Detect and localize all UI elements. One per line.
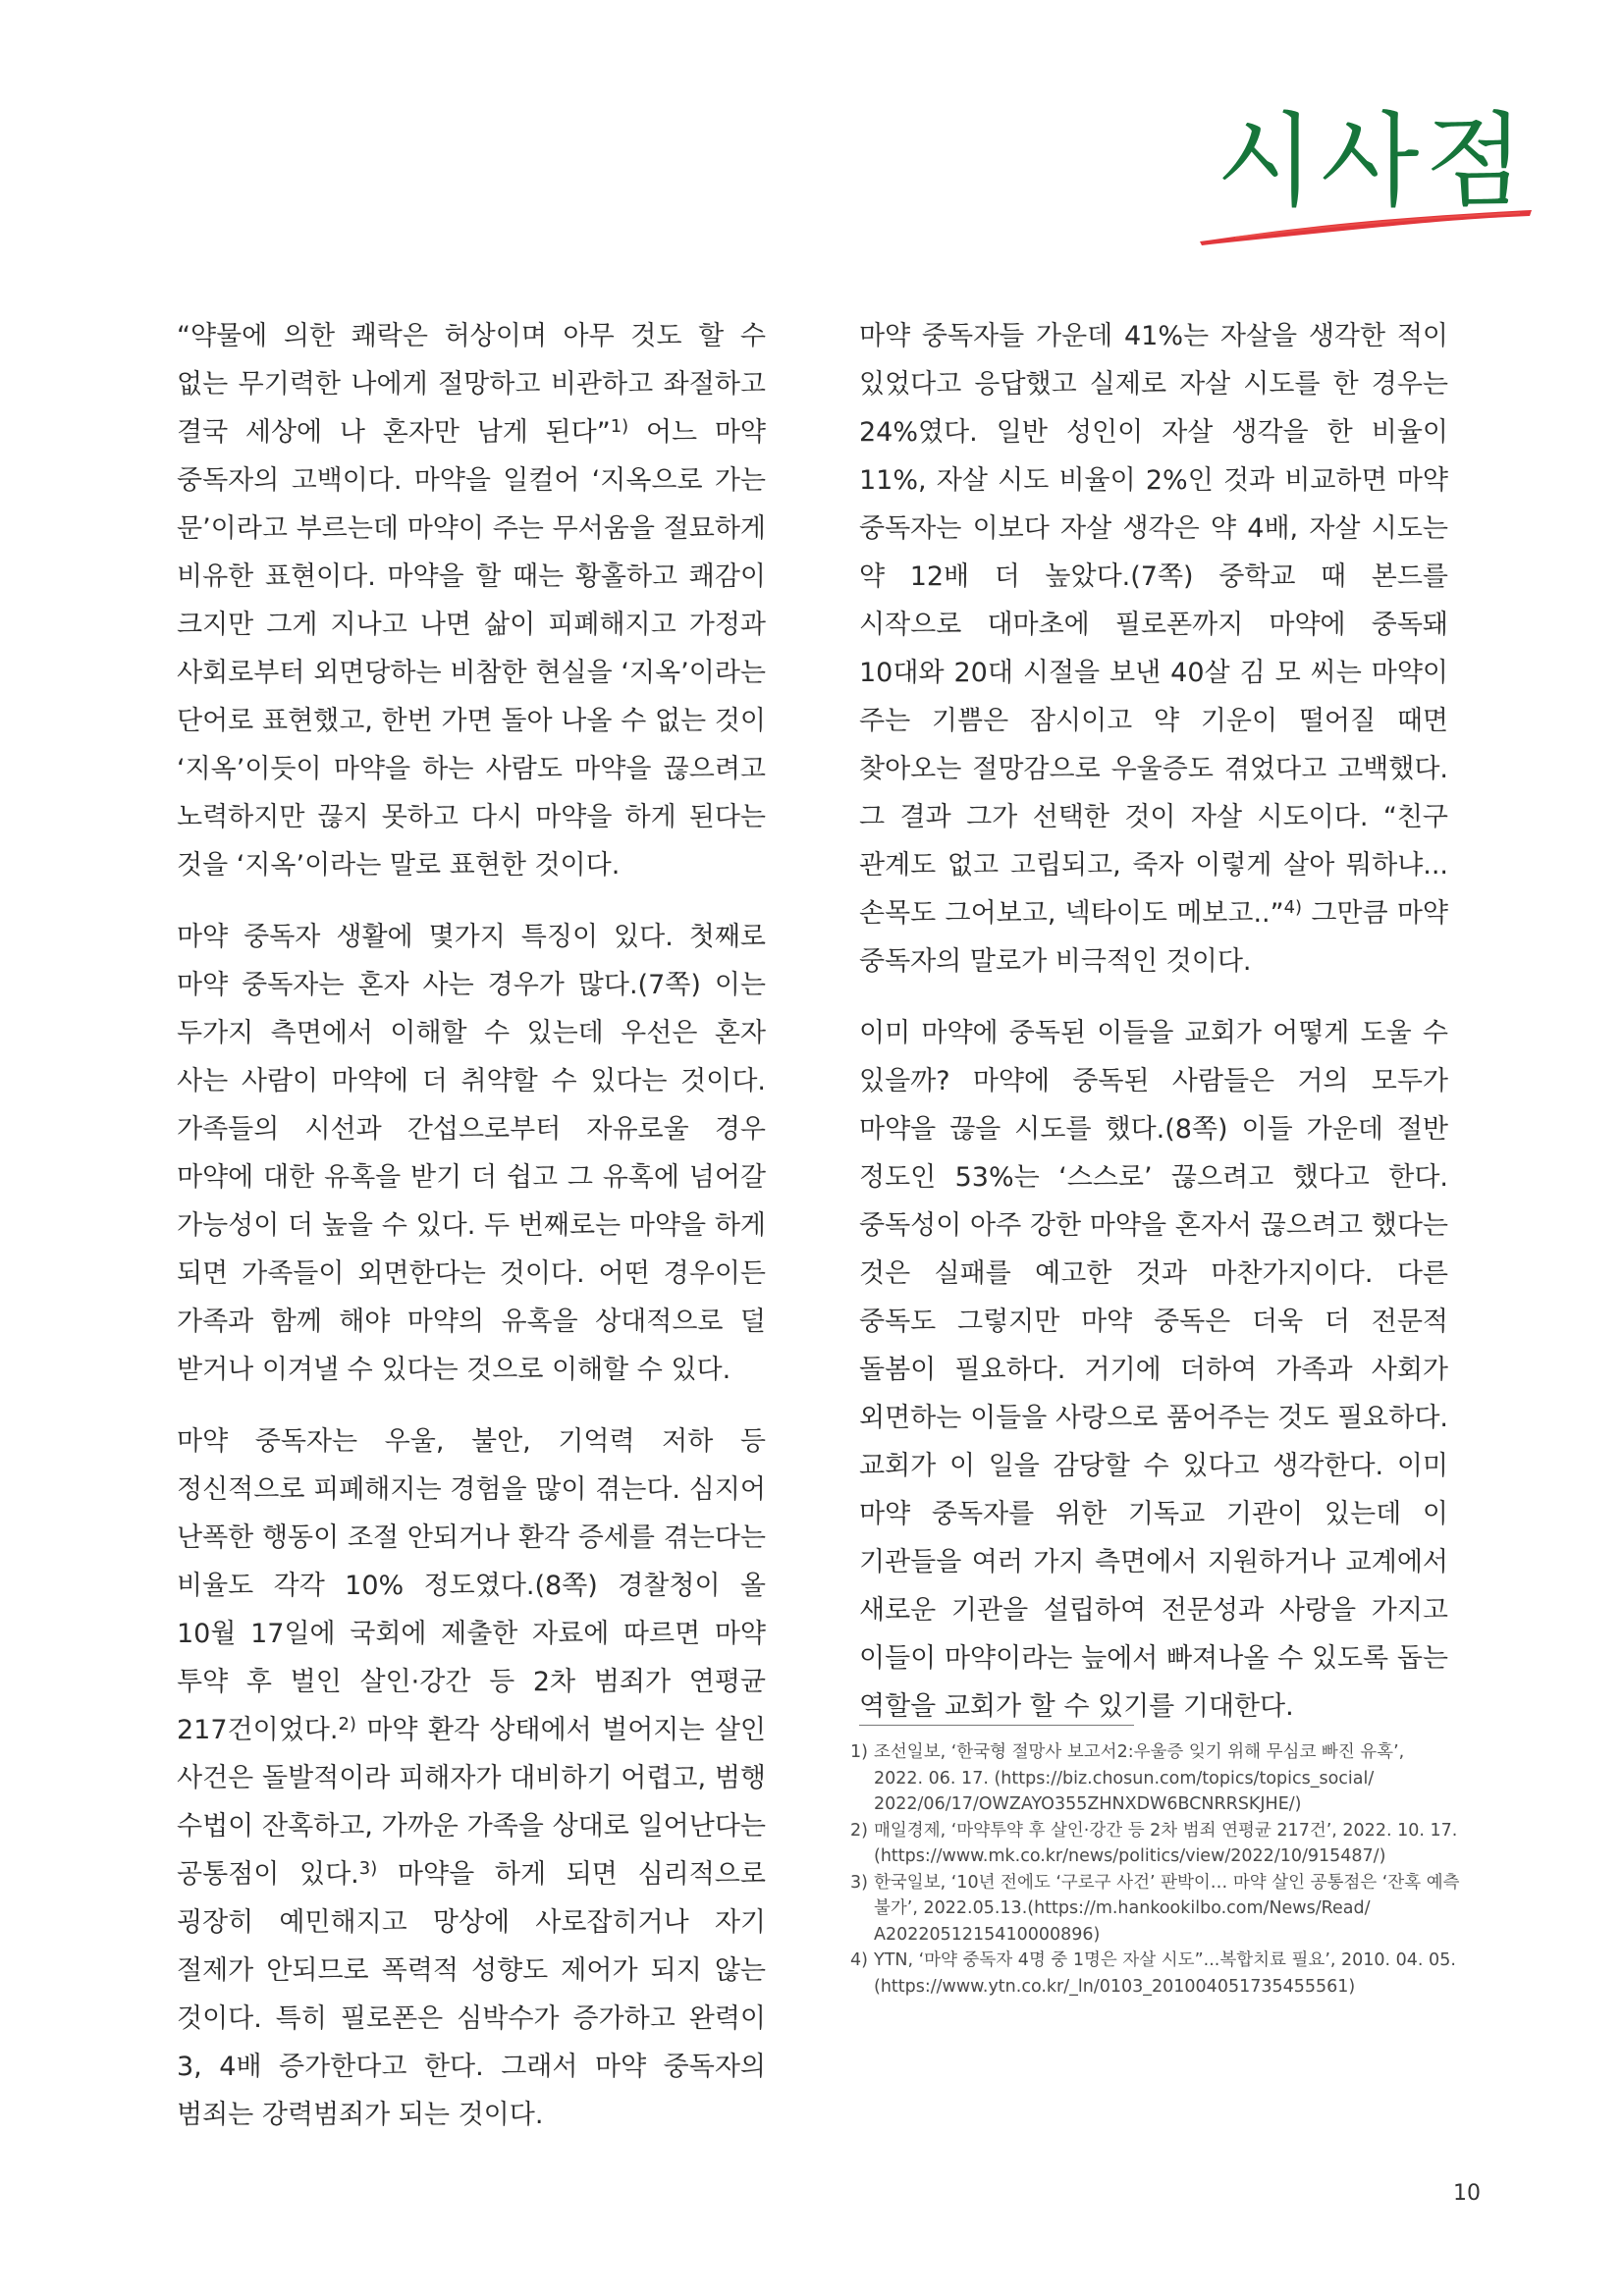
footnote-2: 2) 매일경제, ‘마약투약 후 살인·강간 등 2차 범죄 연평균 217건’, 2022. 10. 17. (https://www.mk.co.kr/news/politics/view/2022/10/915487/) <box>850 1818 1459 1870</box>
footnote-ref-1: 1) <box>610 416 629 437</box>
footnotes <box>850 1739 1459 2000</box>
footnote-1: 1) 조선일보, ‘한국형 절망사 보고서2:우울증 잊기 위해 무심코 빠진 유혹’, 2022. 06. 17. (https://biz.chosun.com/topics/topics_social/ 2022/06/17/OWZAYO355ZHNXDW6BCNRRSKJHE/) <box>850 1742 1405 1814</box>
brush-stroke-decoration <box>1196 204 1535 247</box>
footnote-ref-2: 2) <box>338 1714 356 1735</box>
paragraph-confession: “약물에 의한 쾌락은 허상이며 아무 것도 할 수 없는 무기력한 나에게 절망하고 비관하고 좌절하고 결국 세상에 나 혼자만 남게 된다”$^{1)}$ 어느 마약 중독자의 고백이다. 마약을 일컬어 ‘지옥으로 가는 문’이라고 부르는데 마약이 주는 무서움을 절묘하게 비유한 표현이다. 마약을 할 때는 황홀하고 쾌감이 크지만 그게 지나고 나면 삶이 피폐해지고 가정과 사회로부터 외면당하는 비참한 현실을 ‘지옥’이라는 단어로 표현했고, 한번 가면 돌아 나올 수 없는 것이 ‘지옥’이듯이 마약을 하는 사람도 마약을 끊으려고 노력하지만 끊지 못하고 다시 마약을 하게 된다는 것을 ‘지옥’이라는 말로 표현한 것이다. <box>177 321 766 881</box>
footnote-ref-3: 3) <box>358 1858 378 1879</box>
page-number: 10 <box>1453 2181 1481 2206</box>
footnote-ref-4: 4) <box>1283 897 1303 918</box>
footnote-4: 4) YTN, ‘마약 중독자 4명 중 1명은 자살 시도”...복합치료 필요’, 2010. 04. 05. (https://www.ytn.co.kr/_ln/0103_201004051735455561) <box>850 1948 1459 2000</box>
left-column <box>177 312 766 2163</box>
footnote-3-link[interactable]: 불가’, 2022.05.13.(https://m.hankookilbo.com/News/Read/ <box>874 1898 1371 1918</box>
right-column <box>859 312 1448 1754</box>
paragraph-church-role: 이미 마약에 중독된 이들을 교회가 어떻게 도울 수 있을까? 마약에 중독된 사람들은 거의 모두가 마약을 끊을 시도를 했다.(8쪽) 이들 가운데 절반 정도인 53%는 ‘스스로’ 끊으려고 했다고 한다. 중독성이 아주 강한 마약을 혼자서 끊으려고 했다는 것은 실패를 예고한 것과 마찬가지이다. 다른 중독도 그렇지만 마약 중독은 더욱 더 전문적 돌봄이 필요하다. 거기에 더하여 가족과 사회가 외면하는 이들을 사랑으로 품어주는 것도 필요하다. 교회가 이 일을 감당할 수 있다고 생각한다. 이미 마약 중독자를 위한 기독교 기관이 있는데 이 기관들을 여러 가지 측면에서 지원하거나 교계에서 새로운 기관을 설립하여 전문성과 사랑을 가지고 이들이 마약이라는 늪에서 빠져나올 수 있도록 돕는 역할을 교회가 할 수 있기를 기대한다. <box>859 1018 1448 1722</box>
paragraph-mental-effects: 마약 중독자는 우울, 불안, 기억력 저하 등 정신적으로 피폐해지는 경험을 많이 겪는다. 심지어 난폭한 행동이 조절 안되거나 환각 증세를 겪는다는 비율도 각각 10% 정도였다.(8쪽) 경찰청이 올 10월 17일에 국회에 제출한 자료에 따르면 마약 투약 후 벌인 살인·강간 등 2차 범죄가 연평균 217건이었다.$^{2)}$ 마약 환각 상태에서 벌어지는 살인 사건은 돌발적이라 피해자가 대비하기 어렵고, 범행 수법이 잔혹하고, 가까운 가족을 상대로 일어난다는 공통점이 있다.$^{3)}$ 마약을 하게 되면 심리적으로 굉장히 예민해지고 망상에 사로잡히거나 자기 절제가 안되므로 폭력적 성향도 제어가 되지 않는 것이다. 특히 필로폰은 심박수가 증가하고 완력이 3, 4배 증가한다고 한다. 그래서 마약 중독자의 범죄는 강력범죄가 되는 것이다. <box>177 1426 766 2130</box>
paragraph-suicide: 마약 중독자들 가운데 41%는 자살을 생각한 적이 있었다고 응답했고 실제로 자살 시도를 한 경우는 24%였다. 일반 성인이 자살 생각을 한 비율이 11%, 자살 시도 비율이 2%인 것과 비교하면 마약 중독자는 이보다 자살 생각은 약 4배, 자살 시도는 약 12배 더 높았다.(7쪽) 중학교 때 본드를 시작으로 대마초에 필로폰까지 마약에 중독돼 10대와 20대 시절을 보낸 40살 김 모 씨는 마약이 주는 기쁨은 잠시이고 약 기운이 떨어질 때면 찾아오는 절망감으로 우울증도 겪었다고 고백했다. 그 결과 그가 선택한 것이 자살 시도이다. “친구 관계도 없고 고립되고, 죽자 이렇게 살아 뭐하냐...손목도 그어보고, 넥타이도 메보고..”$^{4)}$ 그만큼 마약 중독자의 말로가 비극적인 것이다. <box>859 321 1448 977</box>
paragraph-living-alone: 마약 중독자 생활에 몇가지 특징이 있다. 첫째로 마약 중독자는 혼자 사는 경우가 많다.(7쪽) 이는 두가지 측면에서 이해할 수 있는데 우선은 혼자 사는 사람이 마약에 더 취약할 수 있다는 것이다. 가족들의 시선과 간섭으로부터 자유로울 경우 마약에 대한 유혹을 받기 더 쉽고 그 유혹에 넘어갈 가능성이 더 높을 수 있다. 두 번째로는 마약을 하게 되면 가족들이 외면한다는 것이다. 어떤 경우이든 가족과 함께 해야 마약의 유혹을 상대적으로 덜 받거나 이겨낼 수 있다는 것으로 이해할 수 있다. <box>177 922 766 1385</box>
section-title: 시사점 <box>1216 101 1530 221</box>
footnote-divider <box>859 1725 1134 1726</box>
footnote-1-link[interactable]: 2022. 06. 17. (https://biz.chosun.com/topics/topics_social/ <box>874 1768 1375 1789</box>
footnote-2-link[interactable]: (https://www.mk.co.kr/news/politics/view/2022/10/915487/) <box>874 1846 1386 1866</box>
footnote-4-link[interactable]: (https://www.ytn.co.kr/_ln/0103_201004051735455561) <box>874 1976 1356 1997</box>
footnote-3: 3) 한국일보, ‘10년 전에도 ‘구로구 사건’ 판박이… 마약 살인 공통점은 ‘잔혹 예측 불가’, 2022.05.13.(https://m.hankookilbo.com/News/Read/ A2022051215410000896) <box>850 1872 1460 1945</box>
